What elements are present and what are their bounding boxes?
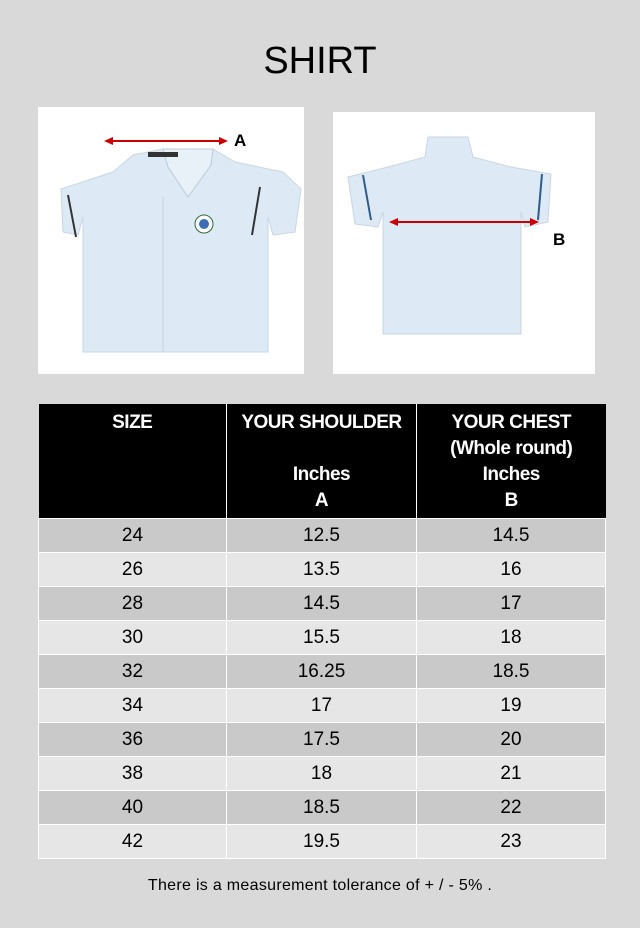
cell-chest: 22	[417, 791, 606, 825]
cell-shoulder: 17	[227, 689, 417, 723]
header-line: SIZE	[112, 412, 153, 433]
cell-chest: 17	[417, 587, 606, 621]
header-line: Inches	[292, 464, 351, 485]
cell-size: 34	[39, 689, 227, 723]
header-line: (Whole round)	[450, 438, 573, 459]
cell-chest: 21	[417, 757, 606, 791]
cell-size: 24	[39, 519, 227, 553]
shirt-back-image	[333, 112, 595, 374]
cell-size: 30	[39, 621, 227, 655]
cell-shoulder: 13.5	[227, 553, 417, 587]
cell-chest: 16	[417, 553, 606, 587]
size-chart-table	[38, 404, 606, 859]
table-header-row	[39, 404, 606, 519]
table-row	[39, 519, 606, 553]
table-row	[39, 655, 606, 689]
cell-shoulder: 15.5	[227, 621, 417, 655]
cell-size: 28	[39, 587, 227, 621]
shoulder-arrow-icon	[104, 137, 228, 145]
cell-shoulder: 18	[227, 757, 417, 791]
table-row	[39, 689, 606, 723]
cell-shoulder: 18.5	[227, 791, 417, 825]
cell-chest: 19	[417, 689, 606, 723]
cell-chest: 14.5	[417, 519, 606, 553]
cell-shoulder: 16.25	[227, 655, 417, 689]
cell-size: 38	[39, 757, 227, 791]
header-line: B	[504, 490, 518, 511]
cell-size: 36	[39, 723, 227, 757]
table-row	[39, 553, 606, 587]
label-a: A	[234, 131, 247, 150]
label-b: B	[553, 230, 566, 249]
header-shoulder	[227, 404, 417, 519]
table-row	[39, 587, 606, 621]
table-row	[39, 791, 606, 825]
cell-size: 26	[39, 553, 227, 587]
shirt-front-image	[38, 107, 304, 374]
cell-shoulder: 14.5	[227, 587, 417, 621]
table-row	[39, 723, 606, 757]
header-chest	[417, 404, 606, 519]
cell-size: 32	[39, 655, 227, 689]
header-line: Inches	[482, 464, 540, 485]
cell-chest: 20	[417, 723, 606, 757]
tolerance-note: There is a measurement tolerance of + / - 5% .	[147, 877, 493, 894]
cell-chest: 18.5	[417, 655, 606, 689]
header-line: YOUR CHEST	[451, 412, 572, 433]
header-size	[39, 404, 227, 519]
header-spacer	[227, 436, 416, 462]
cell-chest: 18	[417, 621, 606, 655]
cell-shoulder: 19.5	[227, 825, 417, 859]
cell-size: 42	[39, 825, 227, 859]
cell-chest: 23	[417, 825, 606, 859]
table-row	[39, 825, 606, 859]
cell-shoulder: 17.5	[227, 723, 417, 757]
page-title: SHIRT	[263, 40, 377, 82]
cell-size: 40	[39, 791, 227, 825]
cell-shoulder: 12.5	[227, 519, 417, 553]
table-row	[39, 621, 606, 655]
header-line: A	[314, 490, 329, 511]
shirt-front-illustration	[38, 107, 304, 374]
table-row	[39, 757, 606, 791]
header-line: YOUR SHOULDER	[241, 412, 402, 433]
